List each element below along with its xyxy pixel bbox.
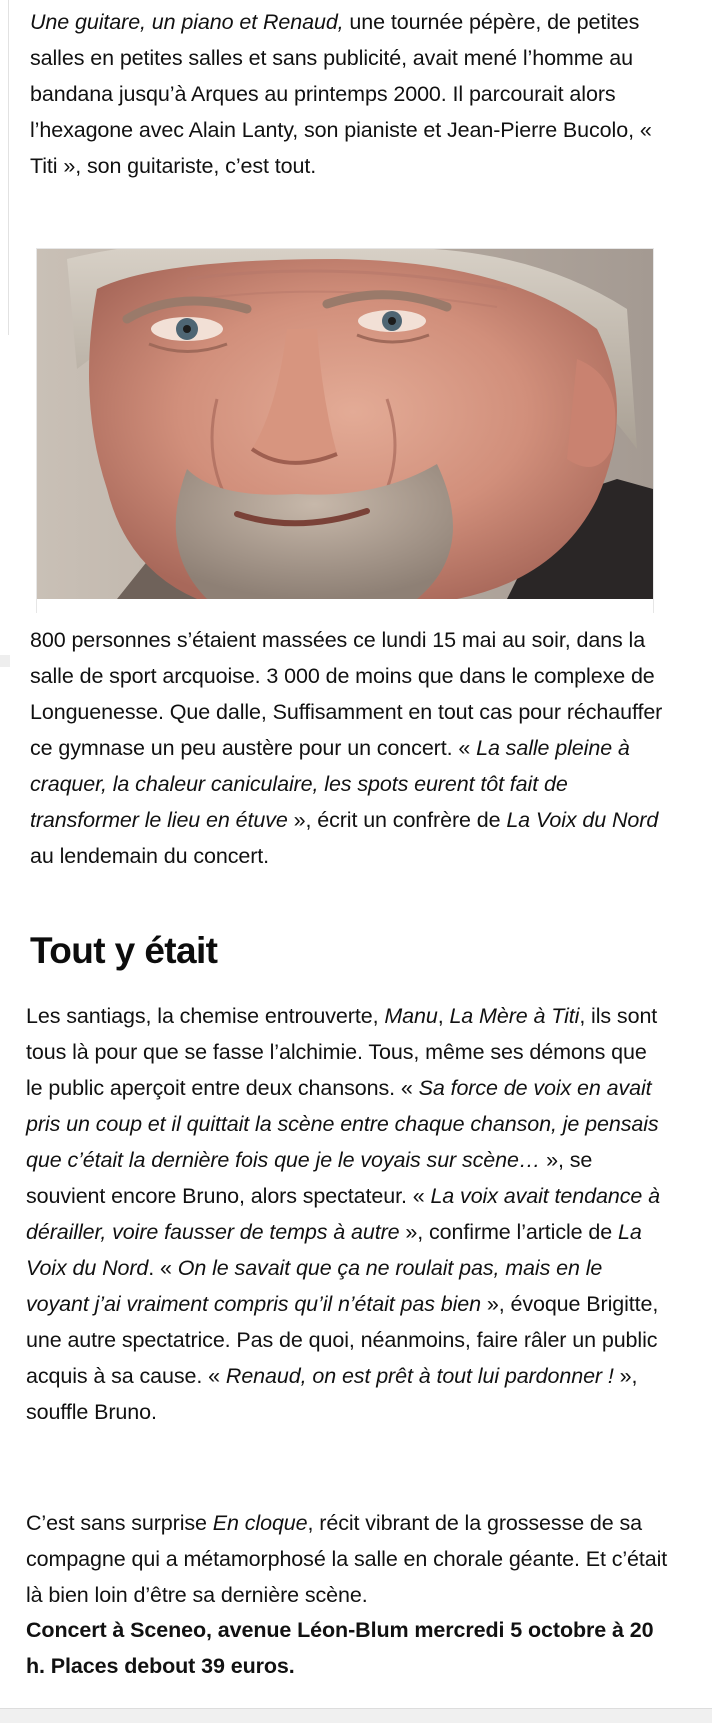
concert-text-2: », écrit un confrère de — [287, 808, 507, 832]
quote-salle-pleine: La salle pleine à craquer, la chaleur caniculaire, les spots eurent tôt fait de transformer le lieu en étuve — [30, 736, 630, 832]
concert-text-1: 800 personnes s’étaient massées ce lundi 15 mai au soir, dans la salle de sport arcquoise. 3 000 de moins que dans le complexe de Longuenesse. Que dalle, Suffisamment en tout cas pour réchauffer ce gymnase un peu austère pour un concert. « — [30, 628, 663, 760]
quote-bruno-2: Renaud, on est prêt à tout lui pardonner ! — [225, 1364, 614, 1388]
subheading: Tout y était — [30, 930, 218, 971]
p3-text-8: », souffle Bruno. — [26, 1364, 638, 1424]
article-photo — [37, 249, 653, 599]
portrait-illustration — [37, 249, 653, 599]
paragraph-intro — [30, 4, 664, 184]
song-en-cloque: En cloque — [212, 1511, 308, 1535]
left-border-mark — [0, 655, 10, 667]
paragraph-concert-info: Concert à Sceneo, avenue Léon-Blum mercredi 5 octobre à 20 h. Places debout 39 euros. — [26, 1618, 654, 1678]
p3-text-2: , — [437, 1004, 450, 1028]
source-voix-du-nord: La Voix du Nord — [506, 808, 659, 832]
p4-text-1: C’est sans surprise — [26, 1511, 213, 1535]
bottom-scrollbar-strip — [0, 1708, 712, 1723]
paragraph-concert — [30, 622, 664, 874]
p3-text-1: Les santiags, la chemise entrouverte, — [26, 1004, 385, 1028]
source-voix-du-nord-2: La Voix du Nord — [26, 1220, 642, 1280]
p3-text-7: », évoque Brigitte, une autre spectatrice. Pas de quoi, néanmoins, faire râler un public acquis à sa cause. « — [26, 1292, 659, 1388]
quote-voix-deraille: La voix avait tendance à dérailler, voire fausser de temps à autre — [26, 1184, 660, 1244]
quote-bruno-1: Sa force de voix en avait pris un coup et il quittait la scène entre chaque chanson, je pensais que c’était la dernière fois que je le voyais sur scène… — [26, 1076, 659, 1172]
song-manu: Manu — [384, 1004, 438, 1028]
p3-text-5: », confirme l’article de — [399, 1220, 619, 1244]
concert-text-3: au lendemain du concert. — [30, 844, 270, 868]
p3-text-3: , ils sont tous là pour que se fasse l’alchimie. Tous, même ses démons que le public aperçoit entre deux chansons. « — [26, 1004, 658, 1100]
p3-text-6: . « — [148, 1256, 178, 1280]
paragraph-en-cloque — [26, 1505, 668, 1613]
song-mere-a-titi: La Mère à Titi — [449, 1004, 580, 1028]
p4-text-2: , récit vibrant de la grossesse de sa compagne qui a métamorphosé la salle en chorale géante. Et c’était là bien loin d’être sa dernière scène. — [26, 1511, 668, 1607]
left-border-line — [8, 0, 9, 335]
article-photo-frame — [36, 248, 654, 613]
italic-lead: Une guitare, un piano et Renaud, — [30, 10, 344, 34]
p3-text-4: », se souvient encore Bruno, alors spectateur. « — [26, 1148, 593, 1208]
quote-brigitte: On le savait que ça ne roulait pas, mais en le voyant j’ai vraiment compris qu’il n’était pas bien — [26, 1256, 603, 1316]
paragraph-tout-y-etait — [26, 998, 668, 1430]
intro-text: une tournée pépère, de petites salles en petites salles et sans publicité, avait mené l’homme au bandana jusqu’à Arques au printemps 2000. Il parcourait alors l’hexagone avec Alain Lanty, son pianiste et Jean-Pierre Bucolo, « Titi », son guitariste, c’est tout. — [30, 10, 652, 178]
